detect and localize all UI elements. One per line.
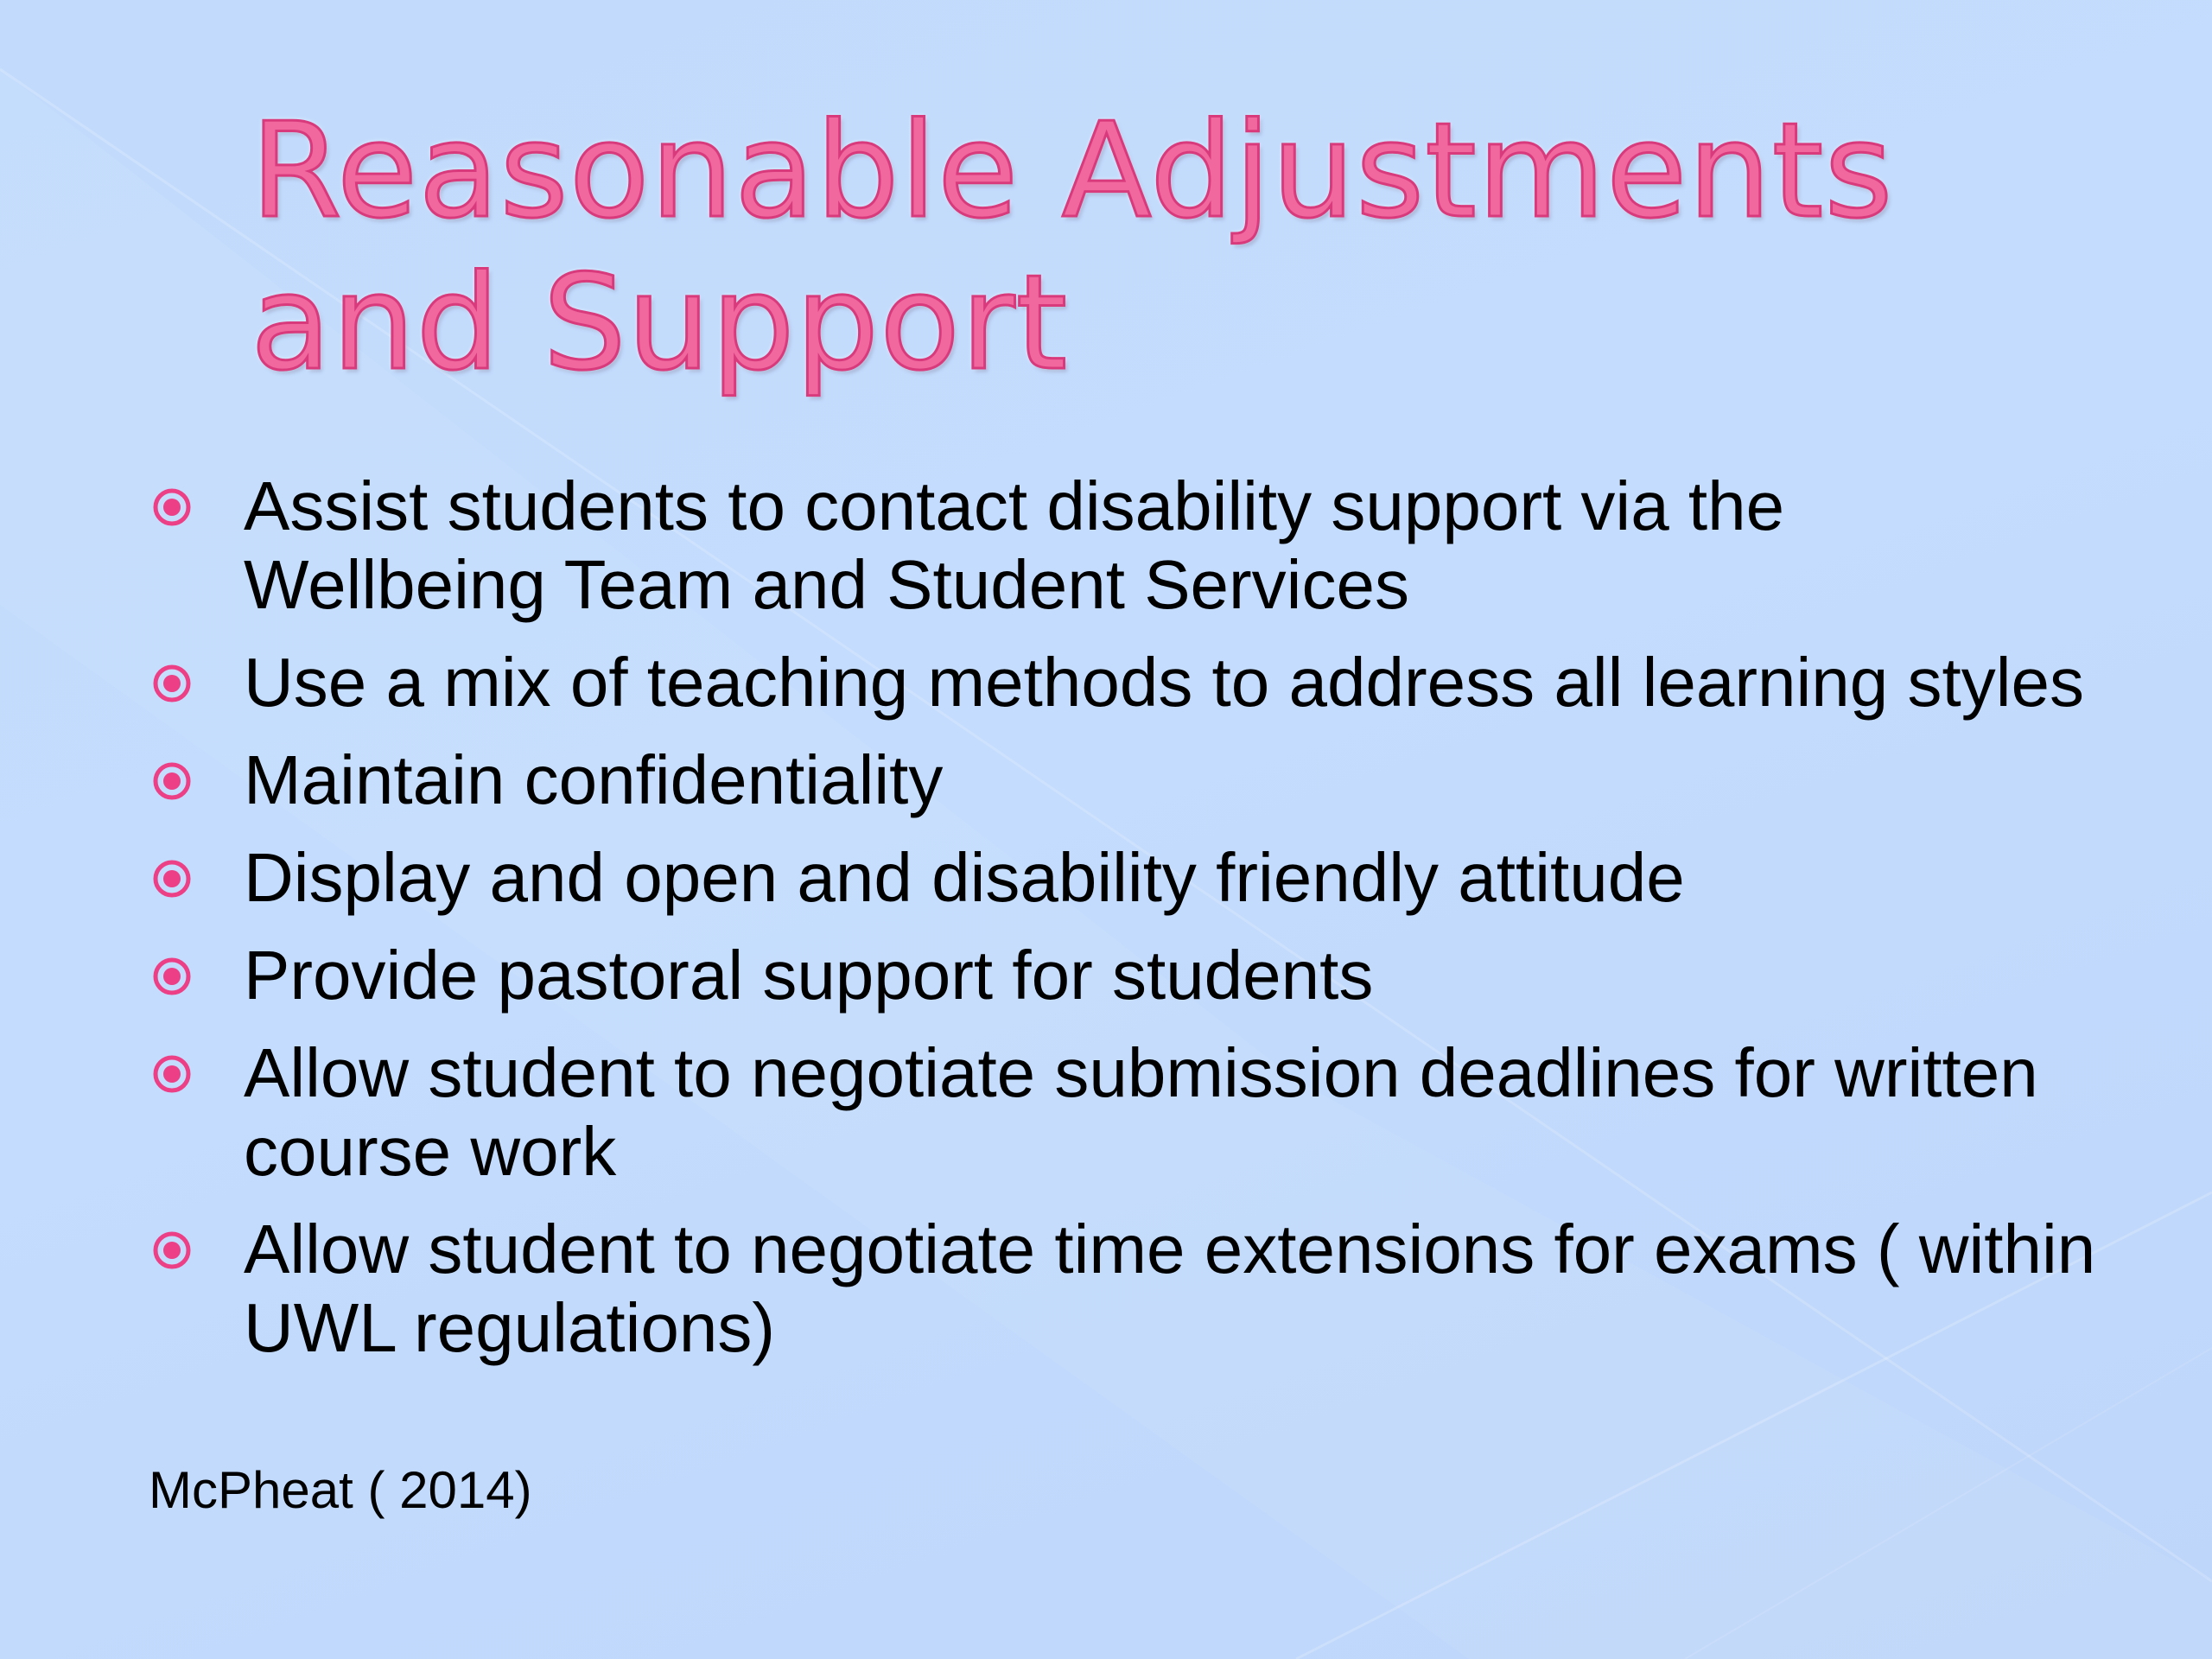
list-item [147, 1033, 2100, 1191]
bullet-text: Assist students to contact disability support via the Wellbeing Team and Student Services [244, 467, 1785, 623]
slide-title: Reasonable Adjustments and Support [251, 94, 1894, 399]
bullet-text: Display and open and disability friendly attitude [244, 839, 1685, 916]
citation: McPheat ( 2014) [149, 1461, 532, 1519]
bullet-text: Allow student to negotiate time extensions for exams ( within UWL regulations) [244, 1211, 2096, 1366]
circled-dot-icon [152, 957, 192, 996]
bullet-list [147, 467, 2100, 1386]
list-item [147, 643, 2100, 721]
bullet-text: Maintain confidentiality [244, 741, 944, 818]
circled-dot-icon [152, 761, 192, 801]
circled-dot-icon [152, 1230, 192, 1270]
circled-dot-icon [152, 664, 192, 703]
bullet-text: Provide pastoral support for students [244, 937, 1374, 1014]
list-item [147, 838, 2100, 917]
circled-dot-icon [152, 859, 192, 899]
list-item [147, 936, 2100, 1014]
list-item [147, 741, 2100, 819]
bullet-text: Use a mix of teaching methods to address all learning styles [244, 644, 2084, 721]
circled-dot-icon [152, 487, 192, 527]
list-item [147, 1210, 2100, 1367]
list-item [147, 467, 2100, 624]
circled-dot-icon [152, 1054, 192, 1094]
bullet-text: Allow student to negotiate submission deadlines for written course work [244, 1034, 2038, 1190]
